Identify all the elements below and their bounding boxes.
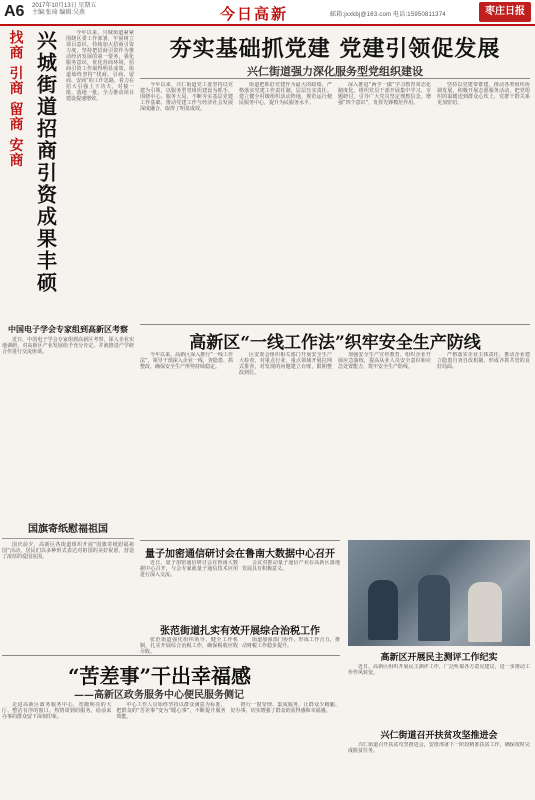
section-title: 今日高新 [220, 5, 289, 23]
mid-news-2-title: 张范街道扎实有效开展综合治税工作 [160, 626, 320, 637]
mid-news-1-text-1: 近日，量子加密通信研讨会在鲁南大数据中心召开，与会专家就量子通信技术应用进行深入交流。 [140, 560, 238, 578]
newspaper-logo: 枣庄日报 [479, 2, 531, 22]
main-text-4: 坚持以党建带群建，推动各类组织协调发展，积极开展志愿服务活动，把党组织的温暖送到群众心坎上，党群干群关系更加密切。 [437, 82, 530, 106]
divider [140, 324, 530, 325]
contact-info: 邮箱:jxxkbj@163.com 电话:15950811374 [330, 12, 446, 18]
divider [140, 78, 530, 79]
right-news-2-body [348, 742, 530, 798]
divider [140, 540, 340, 541]
editor-line: 主编:张琦 编辑:吴燕 [32, 10, 86, 16]
photo-person [468, 582, 502, 642]
main-text-1: 今年以来，兴仁街道党工委坚持以党建为引领，以服务型党组织建设为抓手，围绕中心、服务大局，不断夯实基层党建工作基础，推动党建工作与经济社会发展深度融合，取得了明显成效。 [140, 82, 233, 112]
left-news-2 [2, 538, 134, 648]
mid-news-1-body [140, 560, 340, 620]
main-article-body [140, 82, 530, 322]
date-line: 2017年10月13日 星期五 [32, 3, 97, 9]
left-news-2-text: 国庆前夕，高新区各街道组织开展“国旗寄纸慰福祖国”活动，居民们以多种形式表达对祖国的美好祝愿，营造了浓厚的爱国氛围。 [2, 542, 134, 560]
second-headline: 高新区“一线工作法”织牢安全生产防线 [189, 333, 481, 353]
second-text-3: 加强安全生产宣传教育，组织企业开展应急演练，提高从业人员安全意识和应急处置能力，筑牢安全生产防线。 [338, 352, 431, 370]
photo-person [418, 575, 450, 641]
main-text-2: 街道把抓好党建作为最大的政绩，严格落实党建工作责任制，层层压实责任。建立健全村级组织活动阵地，规范运行便民服务中心，提升为民服务水平。 [239, 82, 332, 106]
main-headline: 夯实基础抓党建 党建引领促发展 [169, 36, 501, 62]
bottom-text-2: 中心工作人员始终坚持以群众满意为标准，把群众的“苦差事”变为“暖心事”，不断提升服务效能。 [116, 702, 226, 720]
right-news-text: 近日，高新区组织开展民主测评工作，广泛听取各方意见建议，进一步推动工作作风转变。 [348, 664, 530, 676]
bottom-text-1: 走进高新区政务服务中心，宽敞明亮的大厅、整洁有序的窗口、热情周到的服务，给前来办事的群众留下深刻印象。 [2, 702, 112, 720]
page-meta [32, 3, 96, 17]
second-text-2: 区安委会组织相关部门开展安全生产大检查，对重点行业、重点领域开展拉网式排查，对发现的问题建立台账，限期整改到位。 [239, 352, 332, 376]
bottom-feature-subheadline: ——高新区政务服务中心便民服务侧记 [74, 690, 244, 701]
right-news-2-title: 兴仁街道召开扶贫攻坚推进会 [380, 731, 498, 741]
right-news-2-text: 兴仁街道召开扶贫攻坚推进会，安排部署下一阶段精准扶贫工作，确保按时完成脱贫任务。 [348, 742, 530, 754]
news-photo [348, 540, 530, 646]
page-number: A6 [4, 3, 25, 20]
second-article-body [140, 352, 530, 532]
mid-news-2-text-1: 张范街道强化组织领导，健全工作机制，扎实开展综合治税工作，确保税收应收尽收。 [140, 637, 238, 655]
main-subheadline: 兴仁街道强力深化服务型党组织建设 [247, 65, 423, 78]
divider [2, 655, 340, 656]
mid-news-1-title: 量子加密通信研讨会在鲁南大数据中心召开 [145, 549, 335, 560]
left-news-1-title: 中国电子学会专家组到高新区考察 [8, 325, 128, 334]
right-news-body [348, 664, 530, 724]
page-header [0, 0, 535, 26]
left-feature-title [2, 30, 64, 320]
photo-caption: 高新区开展民主测评工作纪实 [380, 653, 498, 663]
left-feature-text: 今年以来，兴城街道紧紧围绕区委工作部署，牢固树立项目意识，持续加大招商引资力度，坚持把招商引资作为推动经济发展的第一要务，强化服务意识，优化营商环境，招商引资工作取得明显成效。街道始终坚持“找商、引商、留商、安商”的工作思路，着力在招大引强上下功夫，对接一批、落地一批，全力推动项目建设提速增效。 [66, 30, 134, 102]
mid-news-1-text-2: 会议对推动量子通信产业在高新区落地发展具有积极意义。 [242, 560, 340, 572]
left-news-1 [2, 324, 134, 524]
mid-news-2-text-2: 街道加强部门协作，形成工作合力，推动财税工作稳步提升。 [242, 637, 340, 649]
bottom-feature-headline: “苦差事”干出幸福感 [68, 664, 252, 688]
photo-person [368, 580, 398, 640]
left-news-1-text: 近日，中国电子学会专家组到高新区考察，深入企业实地调研，对高新区产业发展给予充分肯定，并就推进产学研合作进行交流座谈。 [2, 337, 134, 355]
left-news-2-title: 国旗寄纸慰福祖国 [28, 524, 108, 535]
left-feature-headline: 兴城街道招商引资成果丰硕 [33, 30, 58, 294]
main-text-3: 深入推进“两学一做”学习教育常态化制度化，组织党员干部开展集中学习、专题研讨，引导广大党员坚定理想信念，增强“四个意识”，发挥先锋模范作用。 [338, 82, 431, 106]
second-text-4: 严格落实企业主体责任，推动企业建立隐患自查自改机制，形成齐抓共管的良好局面。 [437, 352, 530, 370]
bottom-feature-body [2, 702, 340, 798]
bottom-text-3: 推行一窗受理、集成服务，让群众少跑腿、好办事，切实增强了群众的获得感和幸福感。 [230, 702, 340, 714]
left-feature-body [66, 30, 134, 320]
left-feature-subtitle: 找商 引商 留商 安商 [7, 30, 24, 168]
second-text-1: 今年以来，高新区深入推行“一线工作法”，领导干部深入企业一线，查隐患、抓整改，确保安全生产形势持续稳定。 [140, 352, 233, 370]
